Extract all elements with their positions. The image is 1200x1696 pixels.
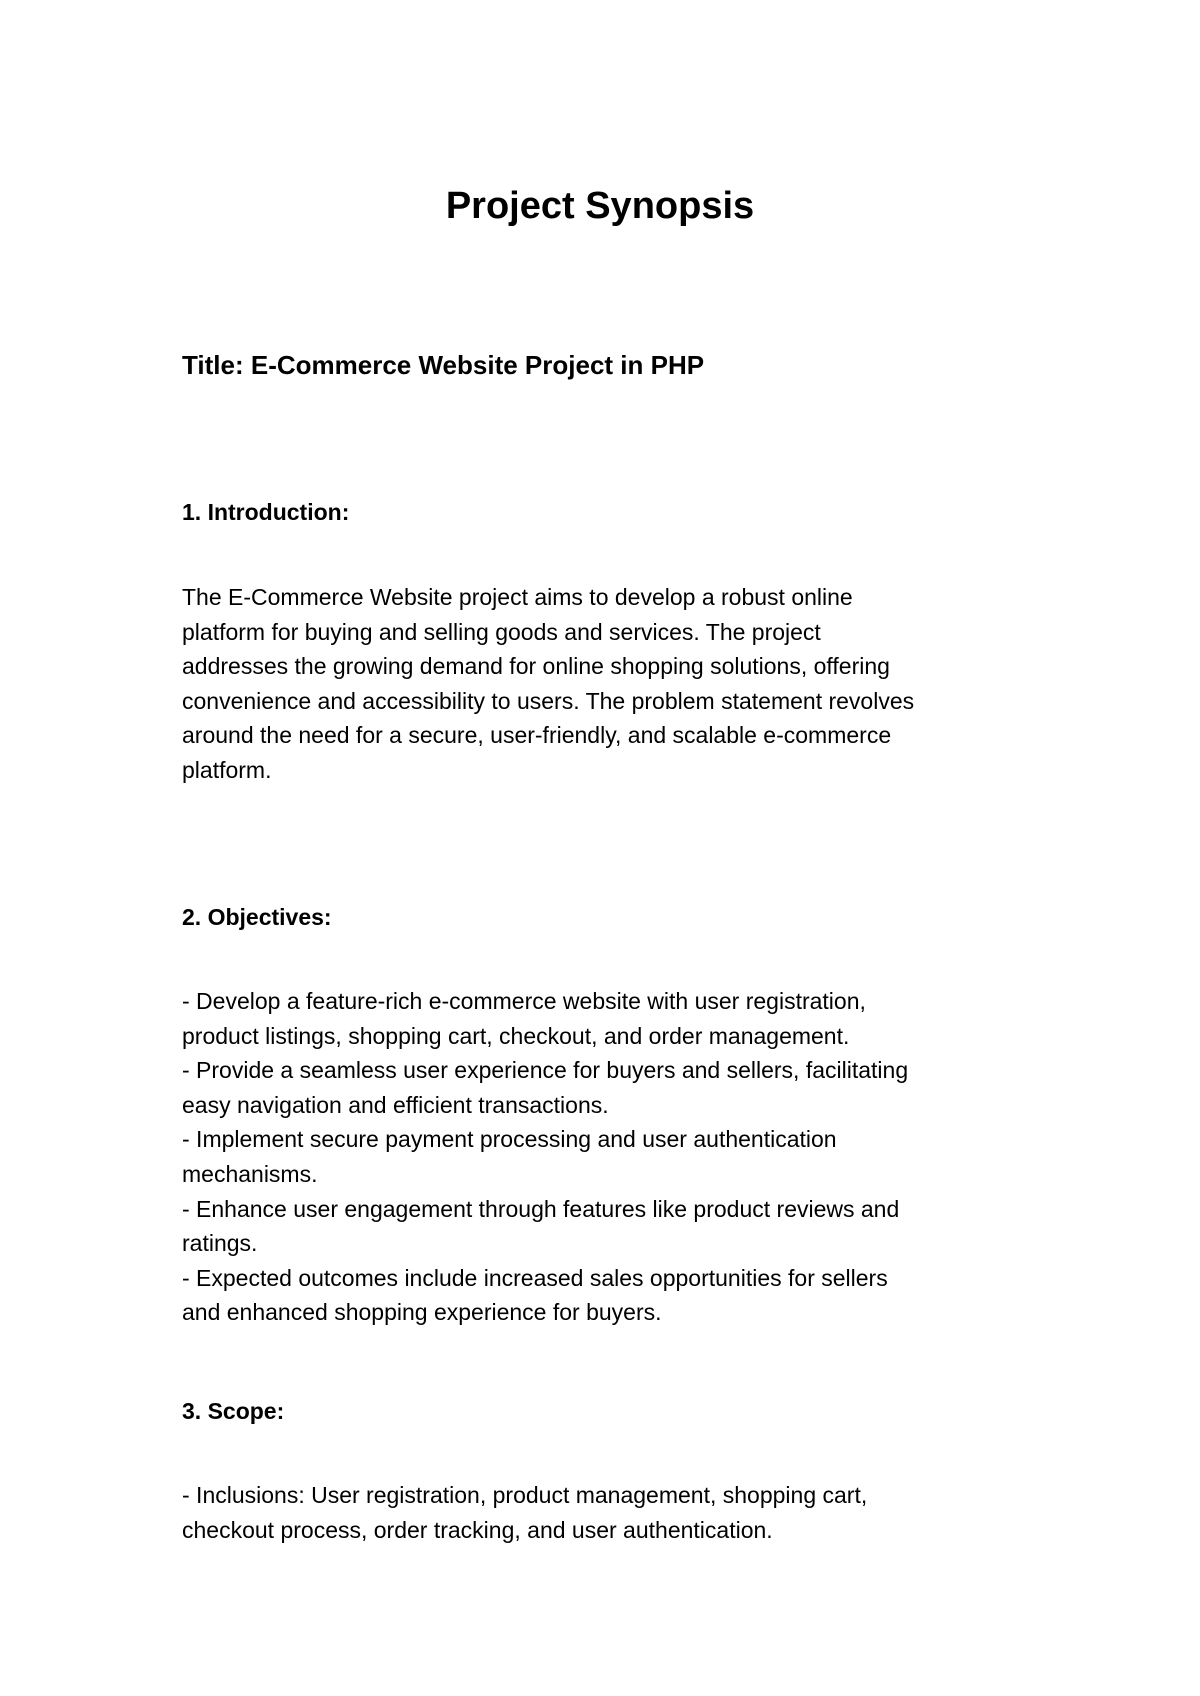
body-line: product listings, shopping cart, checkout, and order management. bbox=[182, 1022, 850, 1049]
section-heading-scope: 3. Scope: bbox=[182, 1398, 285, 1424]
body-line: addresses the growing demand for online shopping solutions, offering bbox=[182, 653, 890, 680]
body-line: and enhanced shopping experience for buyers. bbox=[182, 1299, 662, 1326]
body-line: - Enhance user engagement through features like product reviews and bbox=[182, 1195, 900, 1222]
body-line: - Develop a feature-rich e-commerce website with user registration, bbox=[182, 988, 866, 1014]
body-line: platform. bbox=[182, 756, 272, 783]
body-line: convenience and accessibility to users. The problem statement revolves bbox=[182, 687, 915, 714]
body-line: easy navigation and efficient transactions. bbox=[182, 1091, 609, 1118]
section-body-introduction bbox=[182, 580, 1032, 788]
section-body-objectives bbox=[182, 984, 1032, 1330]
body-line: - Inclusions: User registration, product management, shopping cart, bbox=[182, 1482, 868, 1508]
section-heading-objectives: 2. Objectives: bbox=[182, 904, 332, 930]
body-line: The E-Commerce Website project aims to develop a robust online bbox=[182, 584, 853, 610]
document-title: Project Synopsis bbox=[445, 185, 755, 227]
body-line: - Provide a seamless user experience for buyers and sellers, facilitating bbox=[182, 1057, 909, 1084]
body-line: - Implement secure payment processing and user authentication bbox=[182, 1126, 837, 1153]
body-line: around the need for a secure, user-friendly, and scalable e-commerce bbox=[182, 722, 892, 749]
body-line: ratings. bbox=[182, 1230, 258, 1257]
section-body-scope bbox=[182, 1478, 1032, 1547]
body-line: mechanisms. bbox=[182, 1160, 318, 1187]
project-title: Title: E-Commerce Website Project in PHP bbox=[182, 350, 705, 380]
body-line: - Expected outcomes include increased sales opportunities for sellers bbox=[182, 1264, 888, 1291]
body-line: checkout process, order tracking, and user authentication. bbox=[182, 1516, 773, 1543]
body-line: platform for buying and selling goods and services. The project bbox=[182, 618, 821, 645]
section-heading-introduction: 1. Introduction: bbox=[182, 499, 350, 525]
